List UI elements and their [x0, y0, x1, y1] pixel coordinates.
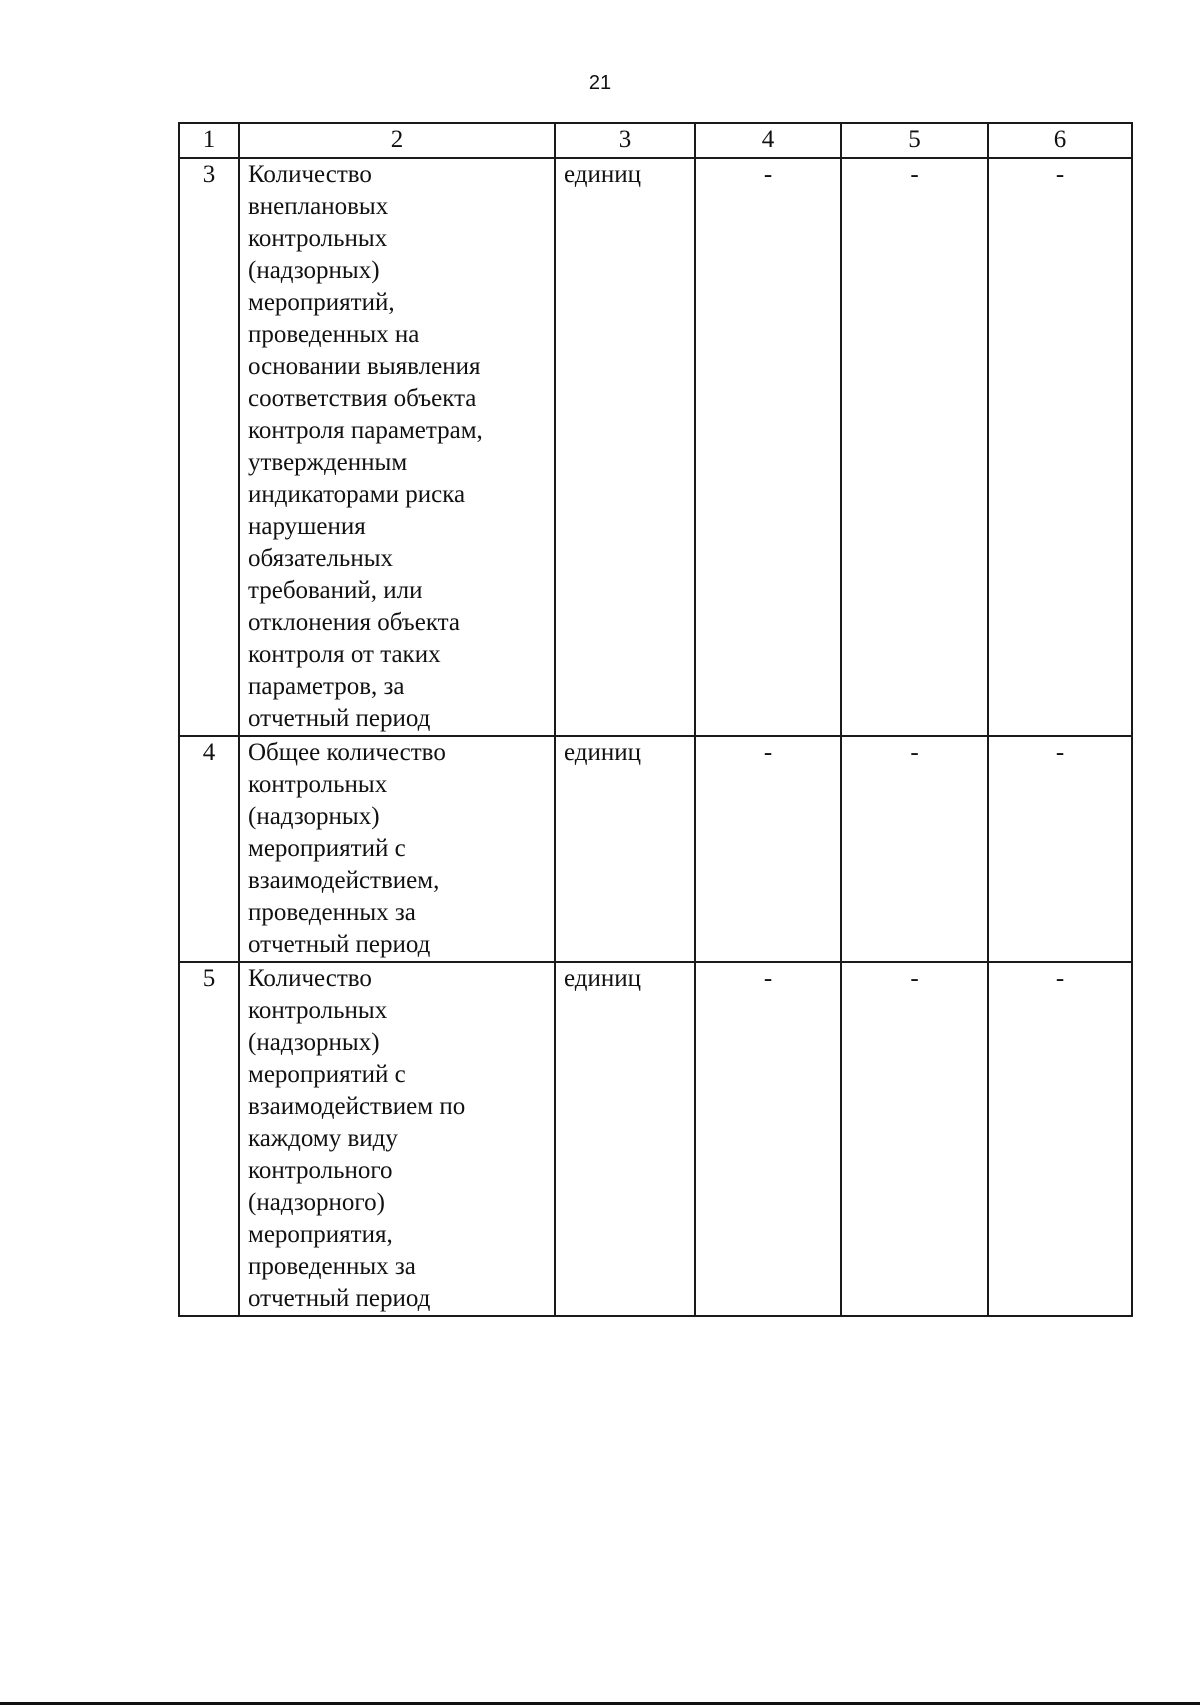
value-cell-4: -	[695, 962, 841, 1316]
indicator-name-line: отчетный период	[248, 1285, 431, 1312]
indicator-name-line: основании выявления	[248, 353, 481, 380]
indicator-name-line: контроля от таких	[248, 641, 441, 668]
indicator-name-line: мероприятий с	[248, 835, 406, 862]
column-header-3: 3	[555, 123, 695, 158]
row-number: 4	[179, 736, 239, 962]
indicator-name-line: нарушения	[248, 513, 366, 540]
indicator-name-line: проведенных за	[248, 899, 416, 926]
indicator-name-line: контрольных	[248, 225, 388, 252]
value-cell-6: -	[988, 736, 1132, 962]
value-cell-5: -	[841, 158, 988, 736]
indicator-name-line: контроля параметрам,	[248, 417, 483, 444]
value-cell-5: -	[841, 736, 988, 962]
indicator-name-line: соответствия объекта	[248, 385, 477, 412]
unit-cell: единиц	[555, 962, 695, 1316]
indicator-name-line: Количество	[248, 965, 372, 992]
value-cell-4: -	[695, 158, 841, 736]
indicator-name-line: отчетный период	[248, 705, 431, 732]
indicator-name-line: проведенных за	[248, 1253, 416, 1280]
table-row	[179, 736, 1132, 962]
indicator-name-line: индикаторами риска	[248, 481, 466, 508]
value-cell-6: -	[988, 158, 1132, 736]
indicator-name	[239, 736, 555, 962]
unit-cell: единиц	[555, 736, 695, 962]
unit-cell: единиц	[555, 158, 695, 736]
table-header-row	[179, 123, 1132, 158]
indicator-name-line: требований, или	[248, 577, 423, 604]
indicator-name-line: контрольного	[248, 1157, 393, 1184]
indicator-name-line: параметров, за	[248, 673, 405, 700]
indicator-name-line: (надзорного)	[248, 1189, 385, 1216]
column-header-2: 2	[239, 123, 555, 158]
indicator-name	[239, 962, 555, 1316]
indicator-name-line: контрольных	[248, 771, 388, 798]
column-header-4: 4	[695, 123, 841, 158]
indicator-name-line: мероприятия,	[248, 1221, 393, 1248]
column-header-6: 6	[988, 123, 1132, 158]
row-number: 5	[179, 962, 239, 1316]
indicator-name-line: внеплановых	[248, 193, 389, 220]
indicators-table	[178, 122, 1133, 1317]
indicator-name-line: мероприятий,	[248, 289, 395, 316]
indicator-name-line: (надзорных)	[248, 257, 380, 284]
value-cell-5: -	[841, 962, 988, 1316]
table-row	[179, 158, 1132, 736]
indicator-name-line: взаимодействием,	[248, 867, 440, 894]
indicator-name-line: (надзорных)	[248, 1029, 380, 1056]
value-cell-4: -	[695, 736, 841, 962]
value-cell-6: -	[988, 962, 1132, 1316]
row-number: 3	[179, 158, 239, 736]
indicator-name-line: проведенных на	[248, 321, 420, 348]
indicator-name-line: отчетный период	[248, 931, 431, 958]
indicator-name-line: мероприятий с	[248, 1061, 406, 1088]
indicator-name-line: утвержденным	[248, 449, 408, 476]
indicator-name-line: взаимодействием по	[248, 1093, 466, 1120]
column-header-5: 5	[841, 123, 988, 158]
indicator-name-line: (надзорных)	[248, 803, 380, 830]
indicator-name-line: контрольных	[248, 997, 388, 1024]
page-number: 21	[588, 72, 612, 94]
indicator-name-line: каждому виду	[248, 1125, 398, 1152]
indicator-name-line: обязательных	[248, 545, 393, 572]
indicator-name	[239, 158, 555, 736]
indicator-name-line: Количество	[248, 161, 372, 188]
indicator-name-line: отклонения объекта	[248, 609, 460, 636]
indicator-name-line: Общее количество	[248, 739, 446, 766]
table-row	[179, 962, 1132, 1316]
column-header-1: 1	[179, 123, 239, 158]
